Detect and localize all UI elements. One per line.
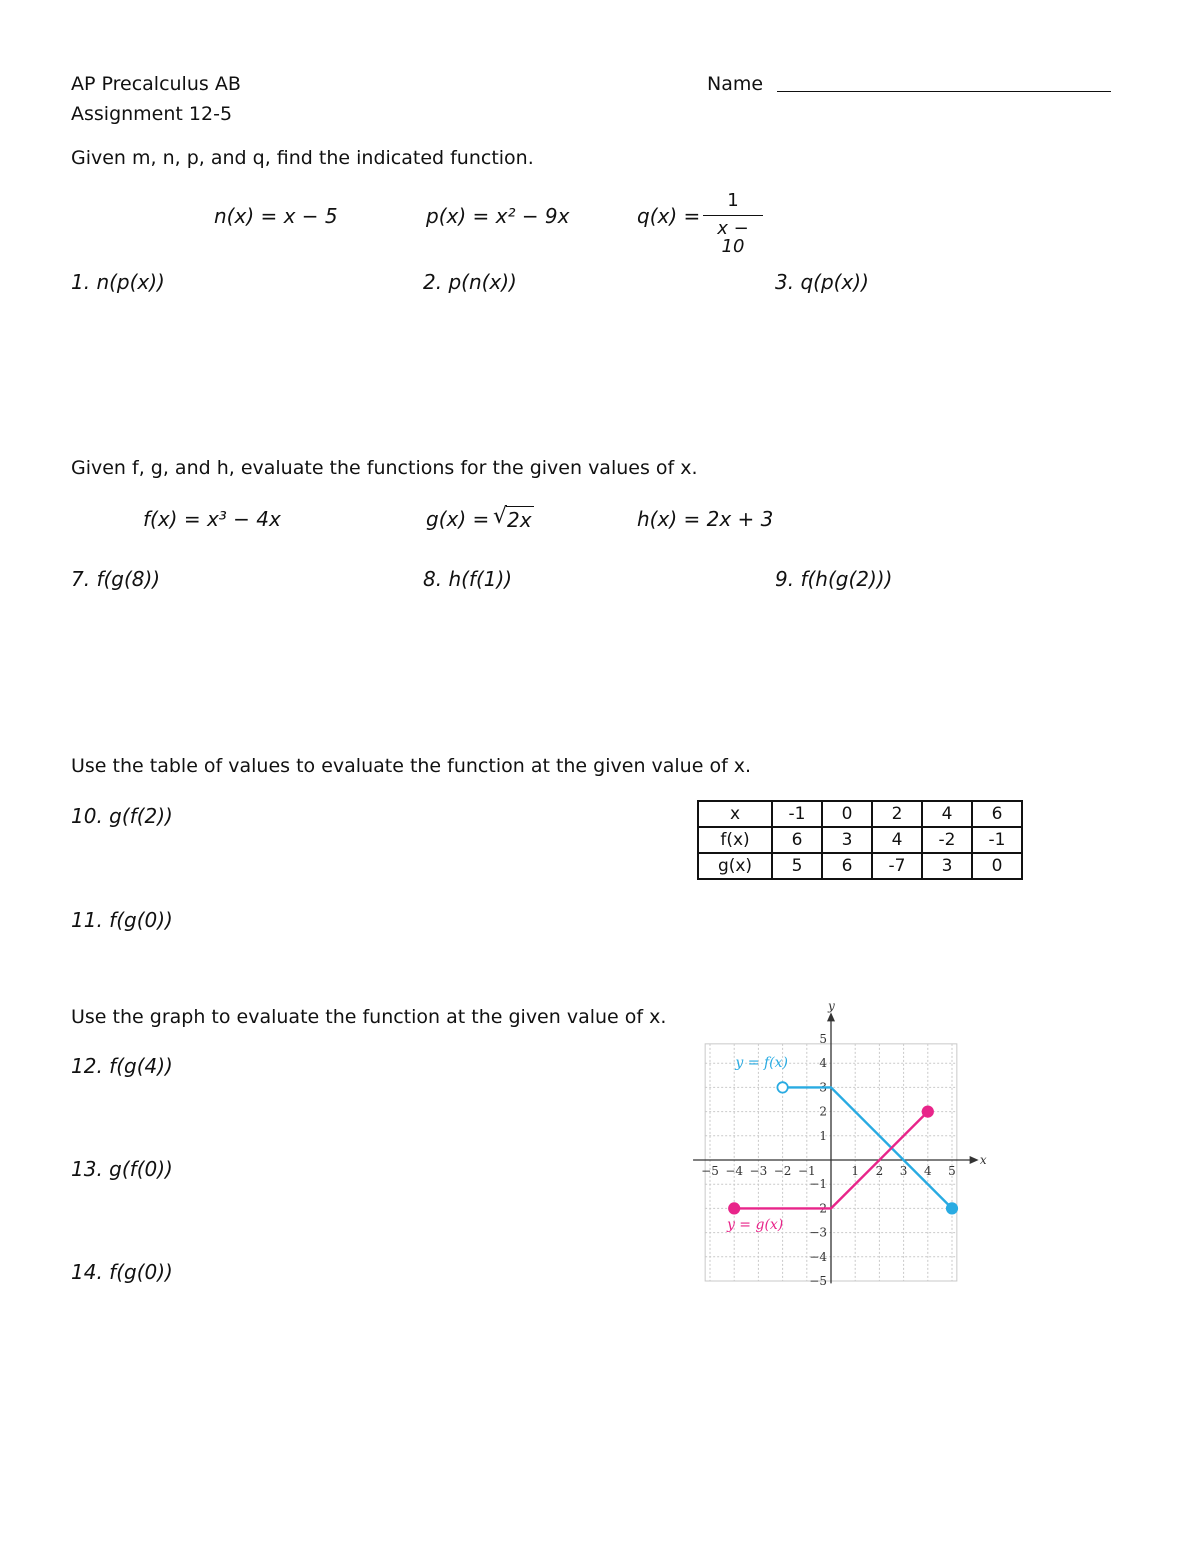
closed-endpoint [923,1106,933,1116]
y-tick-label: −2 [809,1201,827,1216]
problem-10: 10. g(f(2)) [71,804,173,828]
table-cell: 4 [922,801,972,827]
problem-7: 7. f(g(8)) [71,567,161,591]
section2-instructions: Given f, g, and h, evaluate the functions for the given values of x. [71,457,698,479]
table-cell: -1 [972,827,1022,853]
x-axis-label: x [979,1153,987,1167]
series-label: y = g(x) [726,1216,784,1233]
table-cell: 0 [822,801,872,827]
y-tick-label: 4 [819,1056,827,1071]
def-p: p(x) = x² − 9x [426,204,570,228]
y-tick-label: 2 [819,1104,827,1119]
def-q-denominator: x − 10 [717,218,749,257]
problem-13: 13. g(f(0)) [71,1157,173,1181]
section3-instructions: Use the table of values to evaluate the function at the given value of x. [71,755,752,777]
x-tick-label: −3 [749,1164,768,1178]
table-cell: 2 [872,801,922,827]
table-cell: 6 [772,827,822,853]
section1-instructions: Given m, n, p, and q, find the indicated function. [71,147,534,169]
table-row [698,827,1022,853]
open-endpoint [777,1082,787,1092]
def-h: h(x) = 2x + 3 [637,507,774,531]
x-tick-label: 2 [875,1164,884,1178]
name-field[interactable] [777,91,1111,92]
closed-endpoint [947,1203,957,1213]
y-tick-label: −1 [809,1177,827,1192]
table-cell: 5 [772,853,822,879]
x-tick-label: −5 [701,1164,719,1178]
problem-1: 1. n(p(x)) [71,270,165,294]
table-cell: 4 [872,827,922,853]
table-cell: 6 [822,853,872,879]
y-axis-label: y [828,1000,835,1013]
table-row [698,853,1022,879]
function-graph [690,1000,990,1300]
sqrt-bar [506,506,534,507]
problem-14: 14. f(g(0)) [71,1260,173,1284]
table-row-label: f(x) [698,827,772,853]
problem-8: 8. h(f(1)) [423,567,513,591]
def-g-radicand: 2x [507,508,532,532]
series-label: y = f(x) [735,1054,788,1071]
y-tick-label: −4 [809,1249,827,1264]
sqrt-sign-icon: √ [493,504,508,529]
def-q-fraction [703,192,763,256]
series-line [783,1087,952,1208]
problem-3: 3. q(p(x)) [775,270,869,294]
x-axis-arrow-icon [970,1156,979,1164]
x-tick-label: 5 [948,1164,956,1178]
closed-endpoint [729,1203,739,1213]
name-label: Name [707,73,764,95]
problem-11: 11. f(g(0)) [71,908,173,932]
def-g-lhs: g(x) = [426,507,490,531]
table-row-label: x [698,801,772,827]
x-tick-label: −2 [773,1164,792,1178]
course-title: AP Precalculus AB [71,73,241,95]
table-cell: -2 [922,827,972,853]
y-tick-label: −3 [809,1225,827,1240]
y-tick-label: 5 [819,1032,827,1046]
table-row [698,801,1022,827]
y-tick-label: −5 [809,1274,827,1288]
def-q-numerator: 1 [703,192,763,216]
section4-instructions: Use the graph to evaluate the function at the given value of x. [71,1006,667,1028]
y-tick-label: 3 [819,1080,827,1095]
def-n: n(x) = x − 5 [214,204,338,228]
table-cell: 3 [822,827,872,853]
problem-2: 2. p(n(x)) [423,270,517,294]
table-cell: -7 [872,853,922,879]
x-tick-label: 4 [923,1164,932,1178]
table-cell: 3 [922,853,972,879]
x-tick-label: −1 [797,1164,816,1178]
problem-12: 12. f(g(4)) [71,1054,173,1078]
table-cell: -1 [772,801,822,827]
x-tick-label: −4 [725,1164,744,1178]
assignment-title: Assignment 12-5 [71,103,233,125]
table-cell: 0 [972,853,1022,879]
values-table [697,800,1023,880]
def-f: f(x) = x³ − 4x [143,507,281,531]
x-tick-label: 1 [851,1164,860,1178]
table-cell: 6 [972,801,1022,827]
x-tick-label: 3 [899,1164,908,1178]
y-axis-arrow-icon [827,1012,835,1021]
y-tick-label: 1 [819,1128,827,1143]
table-row-label: g(x) [698,853,772,879]
problem-9: 9. f(h(g(2))) [775,567,893,591]
def-q-lhs: q(x) = [637,204,701,228]
